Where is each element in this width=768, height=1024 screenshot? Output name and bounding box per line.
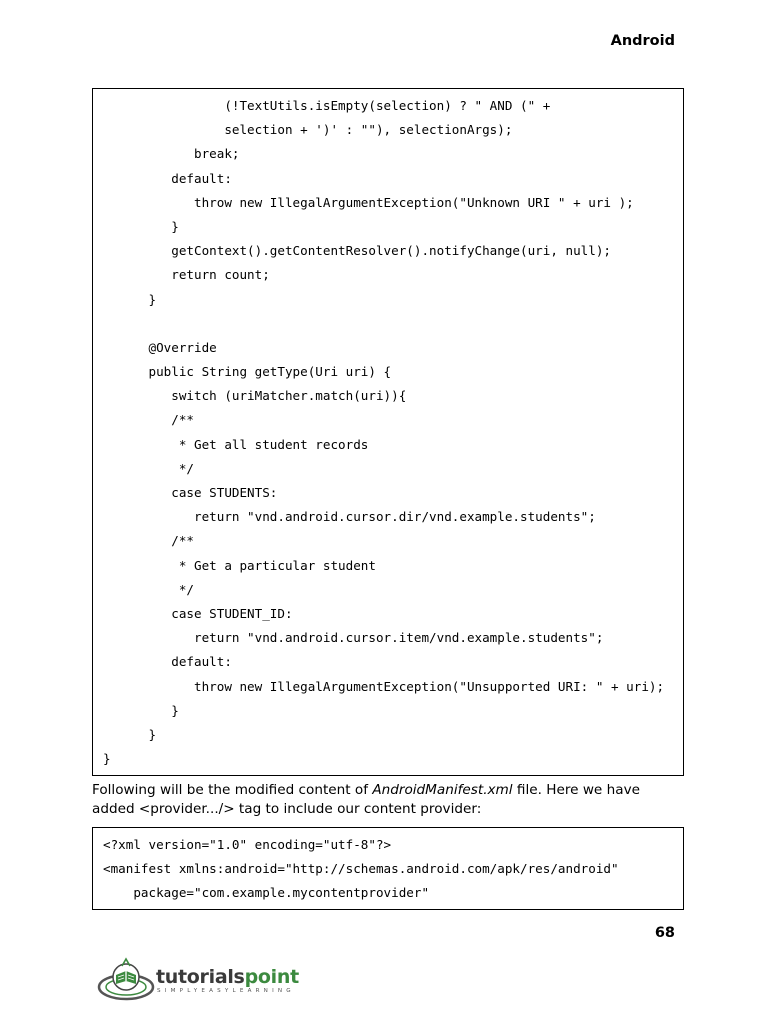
code-line: case STUDENTS: xyxy=(103,485,278,500)
code-line xyxy=(93,312,683,336)
code-line: } xyxy=(103,218,179,234)
code-line: (!TextUtils.isEmpty(selection) ? " AND (" + xyxy=(103,98,551,113)
code-block-content-provider xyxy=(92,88,684,776)
code-line: return "vnd.android.cursor.item/vnd.example.students"; xyxy=(103,630,604,646)
code-line: } xyxy=(103,726,157,742)
code-line: switch (uriMatcher.match(uri)){ xyxy=(103,388,407,404)
code-line: } xyxy=(103,751,111,767)
code-line: throw new IllegalArgumentException("Unsupported URI: " + uri); xyxy=(103,678,665,694)
paragraph-text-after: file. Here we have added <provider.../> tag to include our content provider: xyxy=(92,782,640,817)
paragraph-text-before: Following will be the modified content of xyxy=(92,782,373,798)
body-paragraph xyxy=(92,781,684,818)
tutorialspoint-logo-icon xyxy=(96,953,156,1009)
code-line: /** xyxy=(103,412,194,428)
code-line: getContext().getContentResolver().notifyChange(uri, null); xyxy=(103,243,611,259)
page-number: 68 xyxy=(654,925,675,941)
code-line: * Get all student records xyxy=(103,436,369,452)
code-line: * Get a particular student xyxy=(103,557,376,573)
code-line: /** xyxy=(103,533,194,549)
manifest-filename: AndroidManifest.xml xyxy=(372,782,513,798)
code-block-manifest xyxy=(92,827,684,910)
code-line: */ xyxy=(103,460,194,476)
code-line: <manifest xmlns:android="http://schemas.android.com/apk/res/android" xyxy=(103,861,619,877)
code-line: default: xyxy=(103,170,232,186)
code-line: break; xyxy=(103,146,240,162)
code-line: package="com.example.mycontentprovider" xyxy=(103,885,430,901)
tutorialspoint-logo xyxy=(96,953,316,1009)
logo-tagline: SIMPLYEASYLEARNING xyxy=(157,988,295,994)
code-line: <?xml version="1.0" encoding="utf-8"?> xyxy=(103,837,392,852)
code-line: return "vnd.android.cursor.dir/vnd.example.students"; xyxy=(103,509,596,525)
code-line: return count; xyxy=(103,267,270,283)
logo-wordmark: tutorialspoint xyxy=(156,966,299,988)
code-line: public String getType(Uri uri) { xyxy=(103,364,392,380)
code-line: } xyxy=(103,291,157,307)
code-line: default: xyxy=(103,654,232,670)
code-line: } xyxy=(103,702,179,718)
code-line: throw new IllegalArgumentException("Unknown URI " + uri ); xyxy=(103,194,634,210)
code-line: */ xyxy=(103,581,194,597)
code-line: @Override xyxy=(103,339,217,355)
header-title: Android xyxy=(610,33,675,49)
code-line: case STUDENT_ID: xyxy=(103,605,293,621)
code-line: selection + ')' : ""), selectionArgs); xyxy=(103,122,513,138)
